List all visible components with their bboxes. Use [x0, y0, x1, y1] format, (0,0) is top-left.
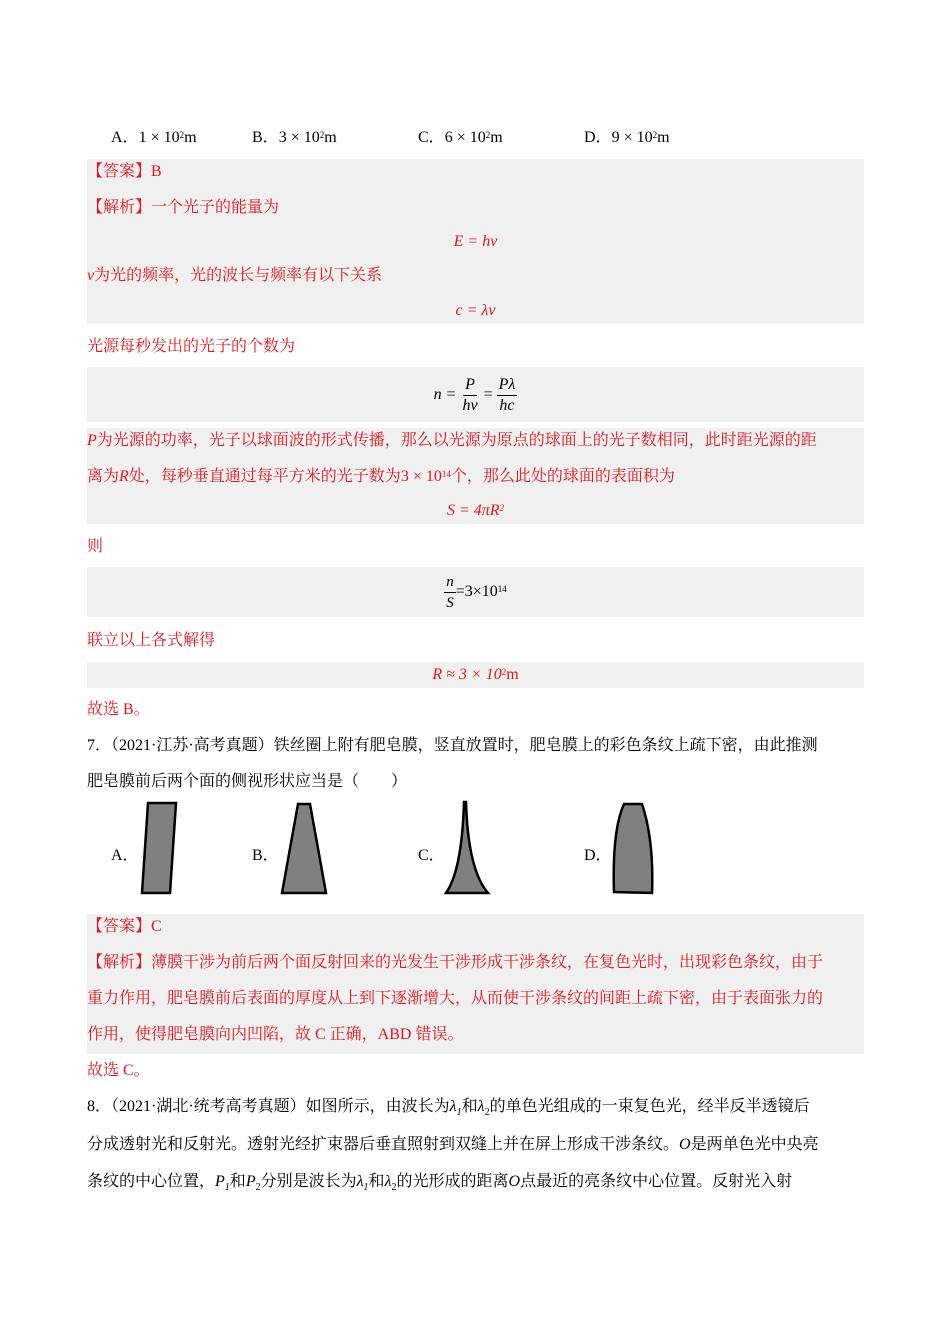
q7-analysis-line-3: 作用，使得肥皂膜向内凹陷，故 C 正确，ABD 错误。	[87, 1026, 464, 1043]
q7-answer-label: 【答案】C	[87, 918, 162, 935]
choose-b-text: 故选 B。	[87, 701, 150, 718]
film-shape-b	[278, 800, 330, 896]
combine-text: 联立以上各式解得	[87, 632, 216, 649]
equation-wavelength: c = λν	[455, 302, 496, 319]
answer-label: 【答案】B	[87, 163, 162, 180]
option-a: A．$1 \times 10^2m$	[111, 129, 197, 146]
distance-text: 离为R处，每秒垂直通过每平方米的光子数为$3 \times 10^{14}$个，那么此处的球面的表面积为	[87, 468, 675, 485]
then-text: 则	[87, 538, 104, 555]
q7-stem-line-2: 肥皂膜前后两个面的侧视形状应当是（ ）	[87, 773, 408, 790]
frequency-text: ν为光的频率，光的波长与频率有以下关系	[87, 267, 383, 284]
option-c: C．$6 \times 10^2m$	[418, 129, 503, 146]
shape-label-d: D．	[584, 847, 612, 864]
option-d: D．$9 \times 10^2m$	[584, 129, 670, 146]
q8-stem-line-2: 分成透射光和反射光。透射光经扩束器后垂直照射到双缝上并在屏上形成干涉条纹。O是两单色光中央亮	[87, 1136, 819, 1153]
power-text: P为光源的功率，光子以球面波的形式传播，那么以光源为原点的球面上的光子数相同，此时距光源的距	[87, 432, 817, 449]
photon-count-text: 光源每秒发出的光子的个数为	[87, 338, 296, 355]
shape-label-b: B．	[252, 847, 279, 864]
q8-stem-line-1: 8．（2021·湖北·统考高考真题）如图所示，由波长为$\lambda_1$和$\lambda_2$的单色光组成的一束复色光，经半反半透镜后	[87, 1098, 810, 1119]
equation-energy: E = hν	[453, 233, 498, 250]
q7-stem-line-1: 7．（2021·江苏·高考真题）铁丝圈上附有肥皂膜，竖直放置时，肥皂膜上的彩色条纹上疏下密，由此推测	[87, 737, 818, 754]
shape-label-a: A．	[111, 847, 139, 864]
equation-area: $S = 4\pi R^2$	[446, 502, 505, 519]
q8-stem-line-3: 条纹的中心位置，$P_1$和$P_2$分别是波长为$\lambda_1$和$\lambda_2$的光形成的距离O点最近的亮条纹中心位置。反射光入射	[87, 1173, 793, 1194]
q7-analysis-line-2: 重力作用，肥皂膜前后表面的厚度从上到下逐渐增大，从而使干涉条纹的间距上疏下密，由于表面张力的	[87, 990, 824, 1007]
shape-label-c: C．	[418, 847, 445, 864]
film-shape-d	[610, 800, 660, 896]
film-shape-a	[138, 800, 178, 896]
equation-density: $\frac{n}{S}$ $=3\times 10^{14}$	[446, 573, 507, 611]
equation-result: $R \approx 3 \times 10^2m$	[432, 666, 519, 683]
q7-analysis-line-1: 【解析】薄膜干涉为前后两个面反射回来的光发生干涉形成干涉条纹，在复色光时，出现彩色条纹，由于	[87, 954, 824, 971]
choose-c-text: 故选 C。	[87, 1062, 150, 1079]
option-b: B．$3 \times 10^2m$	[252, 129, 337, 146]
equation-photon-count: n = $\frac{P}{h\nu}$ = $\frac{P\lambda}{hc}$	[433, 375, 516, 414]
analysis-intro: 【解析】一个光子的能量为	[87, 199, 280, 216]
film-shape-c	[442, 800, 492, 896]
